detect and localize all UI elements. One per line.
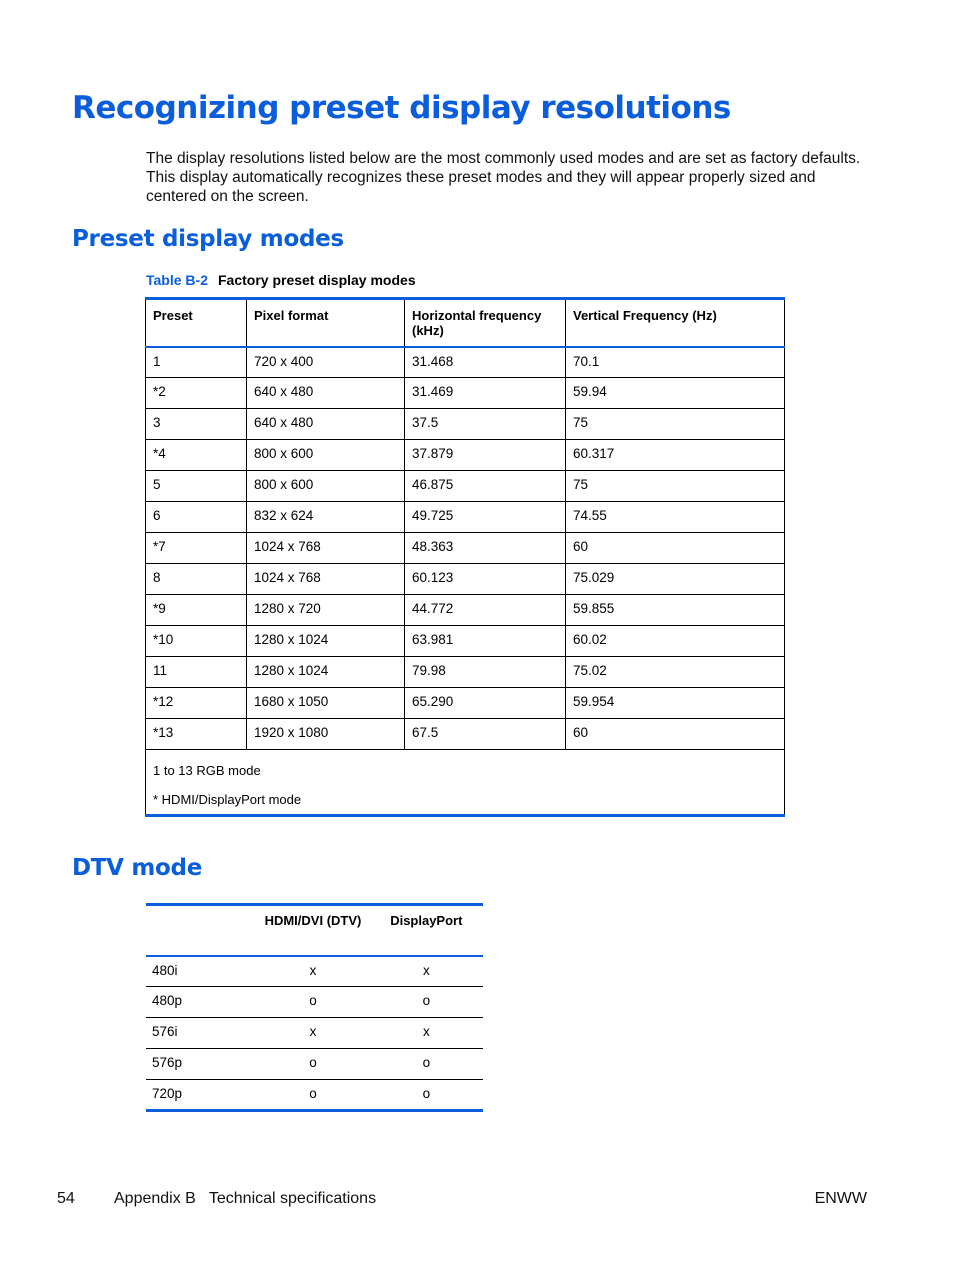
table-row <box>146 657 785 688</box>
cell-vertical-frequency: 75 <box>566 471 785 502</box>
table-row <box>146 1049 483 1080</box>
cell-hdmi-dvi: o <box>256 1049 369 1080</box>
cell-vertical-frequency: 60.317 <box>566 440 785 471</box>
cell-hdmi-dvi: x <box>256 956 369 987</box>
cell-preset: 1 <box>146 347 247 378</box>
cell-horizontal-frequency: 46.875 <box>405 471 566 502</box>
cell-vertical-frequency: 59.954 <box>566 688 785 719</box>
cell-preset: *12 <box>146 688 247 719</box>
preset-modes-table <box>145 297 785 817</box>
table-row <box>146 471 785 502</box>
page-number: 54 <box>57 1190 75 1207</box>
cell-preset: *13 <box>146 719 247 750</box>
table-note: * HDMI/DisplayPort mode <box>153 792 302 807</box>
cell-preset: *2 <box>146 378 247 409</box>
cell-pixel-format: 1680 x 1050 <box>247 688 405 719</box>
cell-preset: 3 <box>146 409 247 440</box>
footer-right-label: ENWW <box>814 1190 867 1207</box>
cell-preset: *9 <box>146 595 247 626</box>
table-header-row <box>146 905 483 956</box>
table-row <box>146 956 483 987</box>
table-row <box>146 440 785 471</box>
cell-pixel-format: 1280 x 1024 <box>247 657 405 688</box>
cell-preset: *7 <box>146 533 247 564</box>
cell-horizontal-frequency: 37.5 <box>405 409 566 440</box>
table-row <box>146 595 785 626</box>
cell-pixel-format: 800 x 600 <box>247 440 405 471</box>
cell-horizontal-frequency: 31.469 <box>405 378 566 409</box>
cell-vertical-frequency: 75 <box>566 409 785 440</box>
cell-horizontal-frequency: 44.772 <box>405 595 566 626</box>
cell-pixel-format: 640 x 480 <box>247 409 405 440</box>
column-header-mode <box>146 905 256 956</box>
table-notes-row <box>146 750 785 816</box>
cell-mode: 720p <box>152 1086 183 1101</box>
cell-horizontal-frequency: 48.363 <box>405 533 566 564</box>
column-header-hdmi-dvi: HDMI/DVI (DTV) <box>256 905 369 956</box>
table-row <box>146 502 785 533</box>
table-caption-title: Factory preset display modes <box>217 272 416 288</box>
cell-horizontal-frequency: 67.5 <box>405 719 566 750</box>
column-header-preset: Preset <box>146 299 247 347</box>
table-caption <box>146 272 416 288</box>
cell-displayport: o <box>370 1049 483 1080</box>
table-row <box>146 1018 483 1049</box>
section-heading-preset-modes: Preset display modes <box>72 226 344 252</box>
dtv-mode-table <box>146 903 483 1112</box>
table-row <box>146 688 785 719</box>
cell-preset: 8 <box>146 564 247 595</box>
table-caption-number: Table B-2 <box>146 272 208 288</box>
table-row <box>146 1080 483 1111</box>
cell-hdmi-dvi: o <box>256 987 369 1018</box>
cell-hdmi-dvi: o <box>309 1086 317 1101</box>
cell-displayport: o <box>370 987 483 1018</box>
cell-displayport: o <box>422 1086 431 1101</box>
cell-mode: 480i <box>146 956 256 987</box>
cell-pixel-format: 800 x 600 <box>247 471 405 502</box>
table-row <box>146 533 785 564</box>
cell-vertical-frequency: 59.94 <box>566 378 785 409</box>
cell-vertical-frequency: 60 <box>566 533 785 564</box>
cell-pixel-format: 1024 x 768 <box>247 564 405 595</box>
cell-pixel-format: 720 x 400 <box>247 347 405 378</box>
cell-preset: *4 <box>146 440 247 471</box>
cell-displayport: x <box>370 956 483 987</box>
cell-pixel-format: 1024 x 768 <box>247 533 405 564</box>
cell-vertical-frequency: 60.02 <box>566 626 785 657</box>
column-header-vertical-frequency: Vertical Frequency (Hz) <box>566 299 785 347</box>
section-heading-dtv-mode: DTV mode <box>72 855 203 881</box>
cell-horizontal-frequency: 63.981 <box>405 626 566 657</box>
cell-pixel-format: 1920 x 1080 <box>247 719 405 750</box>
intro-paragraph: The display resolutions listed below are the most commonly used modes and are set as factory defaults. This display automatically recognizes these preset modes and they will appear properly sized and centered on the screen. <box>146 150 861 205</box>
column-header-pixel-format: Pixel format <box>247 299 405 347</box>
cell-vertical-frequency: 60 <box>566 719 785 750</box>
cell-mode: 576p <box>146 1049 256 1080</box>
cell-mode: 576i <box>146 1018 256 1049</box>
cell-mode: 480p <box>146 987 256 1018</box>
cell-horizontal-frequency: 60.123 <box>405 564 566 595</box>
table-notes <box>146 750 785 816</box>
cell-preset: 5 <box>146 471 247 502</box>
table-note: 1 to 13 RGB mode <box>153 763 261 778</box>
cell-vertical-frequency: 75.029 <box>566 564 785 595</box>
cell-preset: *10 <box>146 626 247 657</box>
cell-vertical-frequency: 59.855 <box>566 595 785 626</box>
column-header-displayport: DisplayPort <box>370 905 483 956</box>
table-row <box>146 626 785 657</box>
cell-preset: 6 <box>146 502 247 533</box>
cell-displayport: x <box>370 1018 483 1049</box>
cell-pixel-format: 1280 x 720 <box>247 595 405 626</box>
table-header-row <box>146 299 785 347</box>
table-row <box>146 564 785 595</box>
cell-horizontal-frequency: 37.879 <box>405 440 566 471</box>
column-header-horizontal-frequency: Horizontal frequency (kHz) <box>405 299 566 347</box>
cell-vertical-frequency: 70.1 <box>566 347 785 378</box>
cell-pixel-format: 640 x 480 <box>247 378 405 409</box>
table-row <box>146 719 785 750</box>
cell-horizontal-frequency: 49.725 <box>405 502 566 533</box>
table-row <box>146 347 785 378</box>
page-title: Recognizing preset display resolutions <box>72 90 731 126</box>
cell-pixel-format: 832 x 624 <box>247 502 405 533</box>
cell-horizontal-frequency: 79.98 <box>405 657 566 688</box>
cell-hdmi-dvi: x <box>256 1018 369 1049</box>
cell-vertical-frequency: 74.55 <box>566 502 785 533</box>
cell-preset: 11 <box>146 657 247 688</box>
table-row <box>146 409 785 440</box>
cell-pixel-format: 1280 x 1024 <box>247 626 405 657</box>
table-row <box>146 987 483 1018</box>
cell-vertical-frequency: 75.02 <box>566 657 785 688</box>
cell-horizontal-frequency: 65.290 <box>405 688 566 719</box>
cell-horizontal-frequency: 31.468 <box>405 347 566 378</box>
table-row <box>146 378 785 409</box>
footer-chapter: Appendix B Technical specifications <box>114 1190 377 1207</box>
